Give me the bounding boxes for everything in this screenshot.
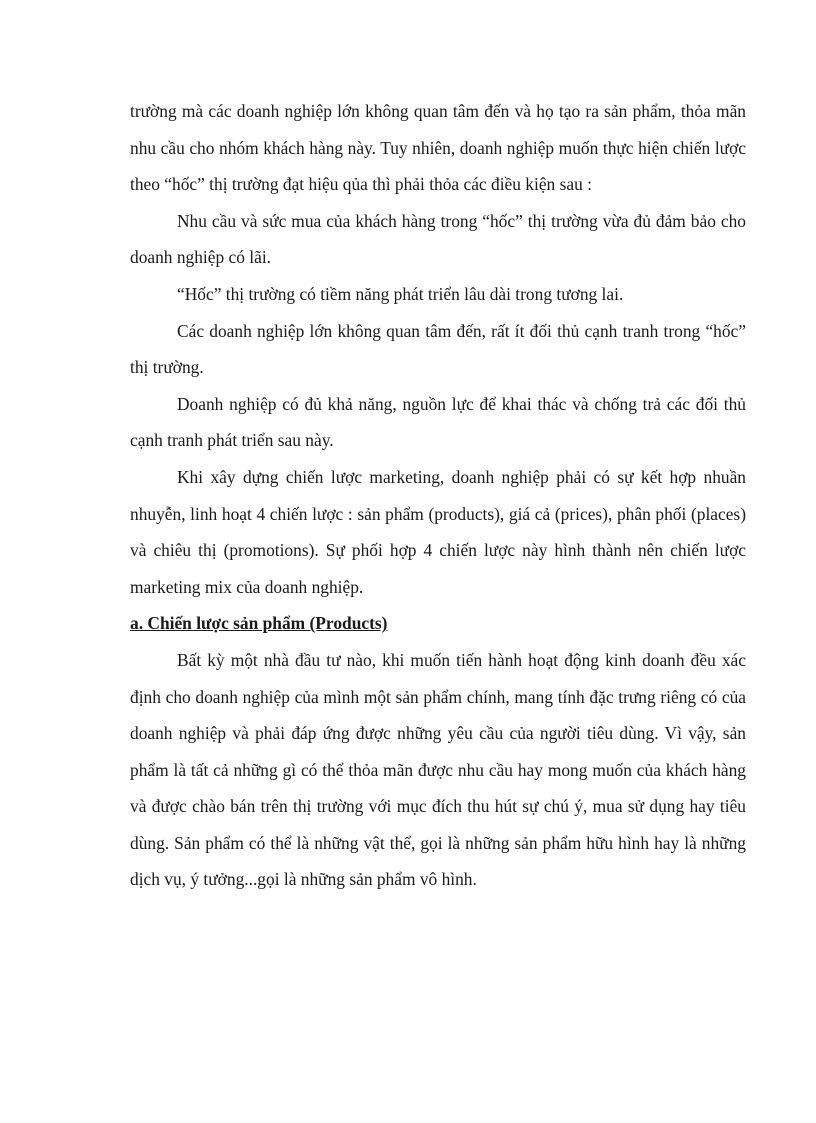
paragraph-condition-1: Nhu cầu và sức mua của khách hàng trong “hốc” thị trường vừa đủ đảm bảo cho doanh nghiệp có lãi. [130,210,746,268]
section-heading-products: a. Chiến lược sản phẩm (Products) [130,613,388,634]
paragraph-condition-3: Các doanh nghiệp lớn không quan tâm đến, rất ít đối thủ cạnh tranh trong “hốc” thị trường. [130,320,746,378]
paragraph-marketing-mix: Khi xây dựng chiến lược marketing, doanh nghiệp phải có sự kết hợp nhuần nhuyễn, linh hoạt 4 chiến lược : sản phẩm (products), giá cả (prices), phân phối (places) và chiêu thị (promotions). Sự phối hợp 4 chiến lược này hình thành nên chiến lược marketing mix của doanh nghiệp. [130,466,746,597]
paragraph-continuation: trường mà các doanh nghiệp lớn không quan tâm đến và họ tạo ra sản phẩm, thỏa mãn nhu cầu cho nhóm khách hàng này. Tuy nhiên, doanh nghiệp muốn thực hiện chiến lược theo “hốc” thị trường đạt hiệu qủa thì phải thỏa các điều kiện sau : [130,101,746,195]
paragraph-products: Bất kỳ một nhà đầu tư nào, khi muốn tiến hành hoạt động kinh doanh đều xác định cho doanh nghiệp của mình một sản phẩm chính, mang tính đặc trưng riêng có của doanh nghiệp và phải đáp ứng được những yêu cầu của người tiêu dùng. Vì vậy, sản phẩm là tất cả những gì có thể thỏa mãn được nhu cầu hay mong muốn của khách hàng và được chào bán trên thị trường với mục đích thu hút sự chú ý, mua sử dụng hay tiêu dùng. Sản phẩm có thể là những vật thể, gọi là những sản phẩm hữu hình hay là những dịch vụ, ý tưởng...gọi là những sản phẩm vô hình. [130,649,746,890]
document-page [130,93,746,898]
paragraph-condition-4: Doanh nghiệp có đủ khả năng, nguồn lực để khai thác và chống trả các đối thủ cạnh tranh phát triển sau này. [130,393,746,451]
paragraph-condition-2: “Hốc” thị trường có tiềm năng phát triển lâu dài trong tương lai. [177,283,624,304]
